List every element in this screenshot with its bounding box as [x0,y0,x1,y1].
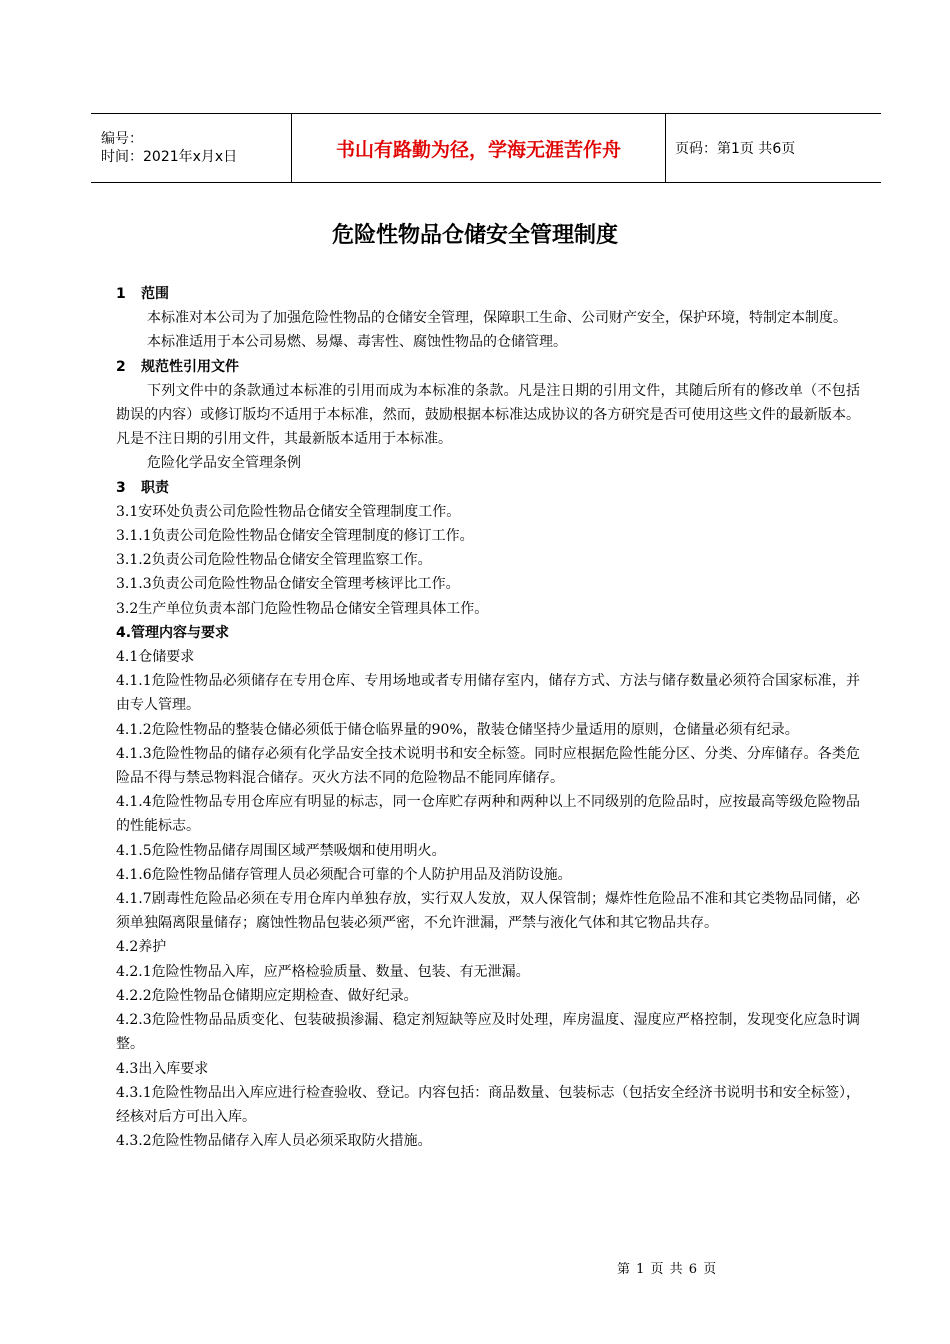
paragraph: 本标准适用于本公司易燃、易爆、毒害性、腐蚀性物品的仓储管理。 [147,334,567,351]
paragraph: 4.3.2危险性物品储存入库人员必须采取防火措施。 [116,1133,432,1150]
paragraph: 4.1.3危险性物品的储存必须有化学品安全技术说明书和安全标签。同时应根据危险性能分区、分类、分库储存。各类危险品不得与禁忌物料混合储存。灭火方法不同的危险物品不能同库储存。 [116,745,860,787]
page-title: 危险性物品仓储安全管理制度 [331,223,618,248]
paragraph: 3.2生产单位负责本部门危险性物品仓储安全管理具体工作。 [116,600,489,617]
document-body [116,282,860,1153]
paragraph: 4.1.2危险性物品的整装仓储必须低于储仓临界量的90%，散装仓储坚持少量适用的原则，仓储量必须有纪录。 [116,721,799,738]
header-page-info: 页码：第1页 共6页 [675,141,796,157]
paragraph: 4.1仓储要求 [116,649,195,666]
paragraph: 4.2.3危险性物品品质变化、包装破损渗漏、稳定剂短缺等应及时处理，库房温度、湿度应严格控制，发现变化应急时调整。 [116,1012,860,1053]
paragraph: 4.2.2危险性物品仓储期应定期检查、做好纪录。 [116,987,418,1004]
paragraph: 4.1.7剧毒性危险品必须在专用仓库内单独存放，实行双人发放，双人保管制；爆炸性危险品不准和其它类物品同储，必须单独隔离限量储存；腐蚀性物品包装必须严密，不允许泄漏，严禁与液化气体和其它物品共存。 [116,891,860,932]
paragraph: 4.2养护 [116,939,167,956]
paragraph: 3.1.1负责公司危险性物品仓储安全管理制度的修订工作。 [116,528,474,545]
paragraph: 4.1.5危险性物品储存周围区域严禁吸烟和使用明火。 [116,842,446,859]
paragraph: 4.1.4危险性物品专用仓库应有明显的标志，同一仓库贮存两种和两种以上不同级别的危险品时，应按最高等级危险物品的性能标志。 [116,794,860,835]
section-number: 2 [116,358,126,375]
page-footer: 第 1 页 共 6 页 [617,1262,718,1277]
paragraph: 4.3出入库要求 [116,1060,209,1077]
section-title: 规范性引用文件 [141,358,239,375]
header-page-cell [666,114,881,182]
section-heading [116,282,860,306]
paragraph: 4.1.1危险性物品必须储存在专用仓库、专用场地或者专用储存室内，储存方式、方法与储存数量必须符合国家标准，并由专人管理。 [116,673,860,714]
paragraph: 4.1.6危险性物品储存管理人员必须配合可靠的个人防护用品及消防设施。 [116,866,572,883]
section-number: 1 [116,286,126,302]
section-title: 范围 [141,286,169,302]
paragraph: 3.1.3负责公司危险性物品仓储安全管理考核评比工作。 [116,576,460,593]
section-number: 3 [116,479,126,496]
section-heading [116,355,860,379]
header-table [91,113,881,183]
paragraph: 危险化学品安全管理条例 [147,455,301,472]
paragraph: 下列文件中的条款通过本标准的引用而成为本标准的条款。凡是注日期的引用文件，其随后所有的修改单（不包括勘误的内容）或修订版均不适用于本标准，然而，鼓励根据本标准达成协议的各方研究是否可使用这些文件的最新版本。凡是不注日期的引用文件，其最新版本适用于本标准。 [116,382,860,448]
section-title: 职责 [141,479,169,496]
header-motto: 书山有路勤为径，学海无涯苦作舟 [335,138,621,161]
doc-time-label: 时间：2021年x月x日 [101,149,238,165]
section-heading: 4.管理内容与要求 [116,624,230,641]
paragraph: 本标准对本公司为了加强危险性物品的仓储安全管理，保障职工生命、公司财产安全，保护环境，特制定本制度。 [147,310,847,327]
paragraph: 3.1.2负责公司危险性物品仓储安全管理监察工作。 [116,552,432,569]
paragraph: 4.3.1危险性物品出入库应进行检查验收、登记。内容包括：商品数量、包装标志（包括安全经济书说明书和安全标签），经核对后方可出入库。 [116,1084,860,1125]
paragraph: 4.2.1危险性物品入库，应严格检验质量、数量、包装、有无泄漏。 [116,963,530,980]
doc-code-label: 编号： [101,131,143,147]
paragraph: 3.1安环处负责公司危险性物品仓储安全管理制度工作。 [116,503,461,520]
header-meta-cell [91,114,292,182]
header-motto-cell [292,114,666,182]
section-heading [116,476,860,500]
